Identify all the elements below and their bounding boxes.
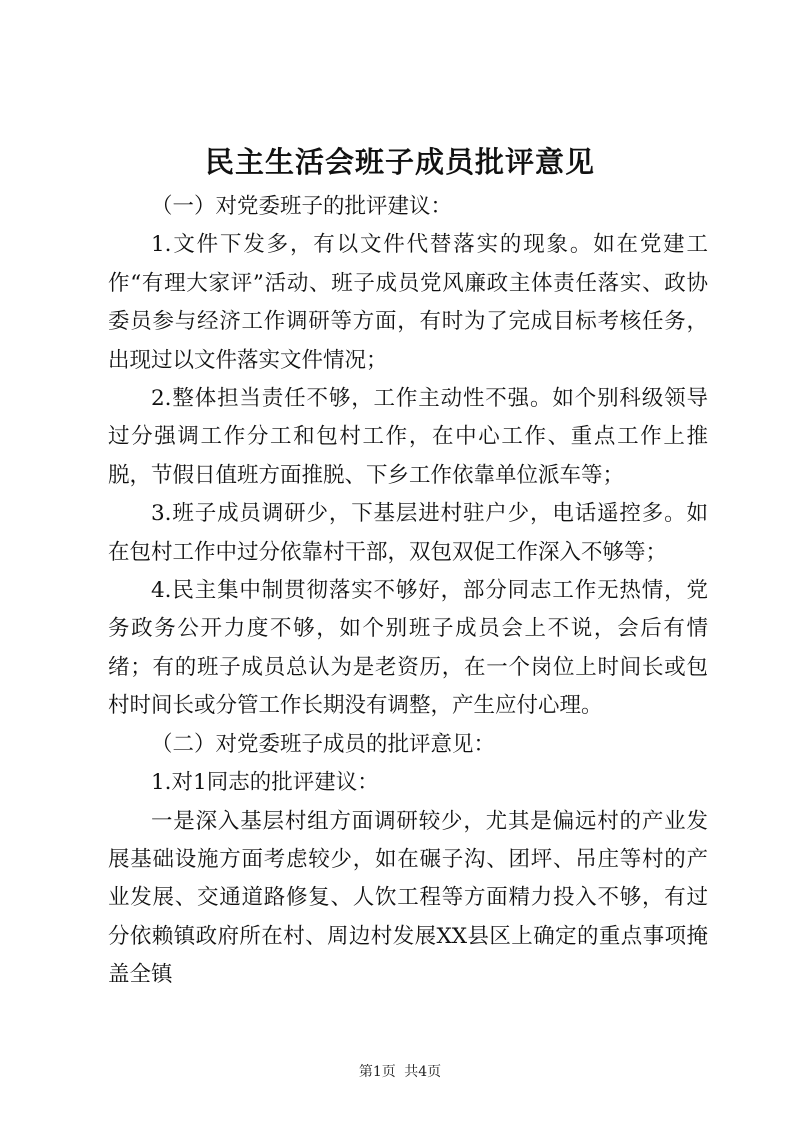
subsection-heading: 1.对1同志的批评建议： [151,770,379,796]
page-number: 第1页 [358,1064,396,1080]
paragraph-item-2: 2.整体担当责任不够，工作主动性不强。如个别科级领导过分强调工作分工和包村工作，在中心工作、重点工作上推脱，节假日值班方面推脱、下乡工作依靠单位派车等； [108,386,708,488]
document-title: 民主生活会班子成员批评意见 [204,145,595,179]
document-body [108,188,708,995]
section-heading-1: （一）对党委班子的批评建议： [151,194,453,219]
paragraph-criticism-1: 一是深入基层村组方面调研较少，尤其是偏远村的产业发展基础设施方面考虑较少，如在碾子沟、团坪、吊庄等村的产业发展、交通道路修复、人饮工程等方面精力投入不够，有过分依赖镇政府所在村、周边村发展XX县区上确定的重点事项掩盖全镇 [108,808,708,988]
page-footer [0,1062,800,1082]
paragraph-item-1: 1.文件下发多，有以文件代替落实的现象。如在党建工作“有理大家评”活动、班子成员党风廉政主体责任落实、政协委员参与经济工作调研等方面，有时为了完成目标考核任务，出现过以文件落实文件情况； [108,232,708,373]
section-heading-2: （二）对党委班子成员的批评意见： [151,731,496,757]
paragraph-item-4: 4.民主集中制贯彻落实不够好，部分同志工作无热情，党务政务公开力度不够，如个别班子成员会上不说，会后有情绪；有的班子成员总认为是老资历，在一个岗位上时间长或包村时间长或分管工作长期没有调整，产生应付心理。 [108,578,708,719]
paragraph-item-3: 3.班子成员调研少，下基层进村驻户少，电话遥控多。如在包村工作中过分依靠村干部，双包双促工作深入不够等； [108,501,708,565]
page-total: 共4页 [404,1064,442,1080]
